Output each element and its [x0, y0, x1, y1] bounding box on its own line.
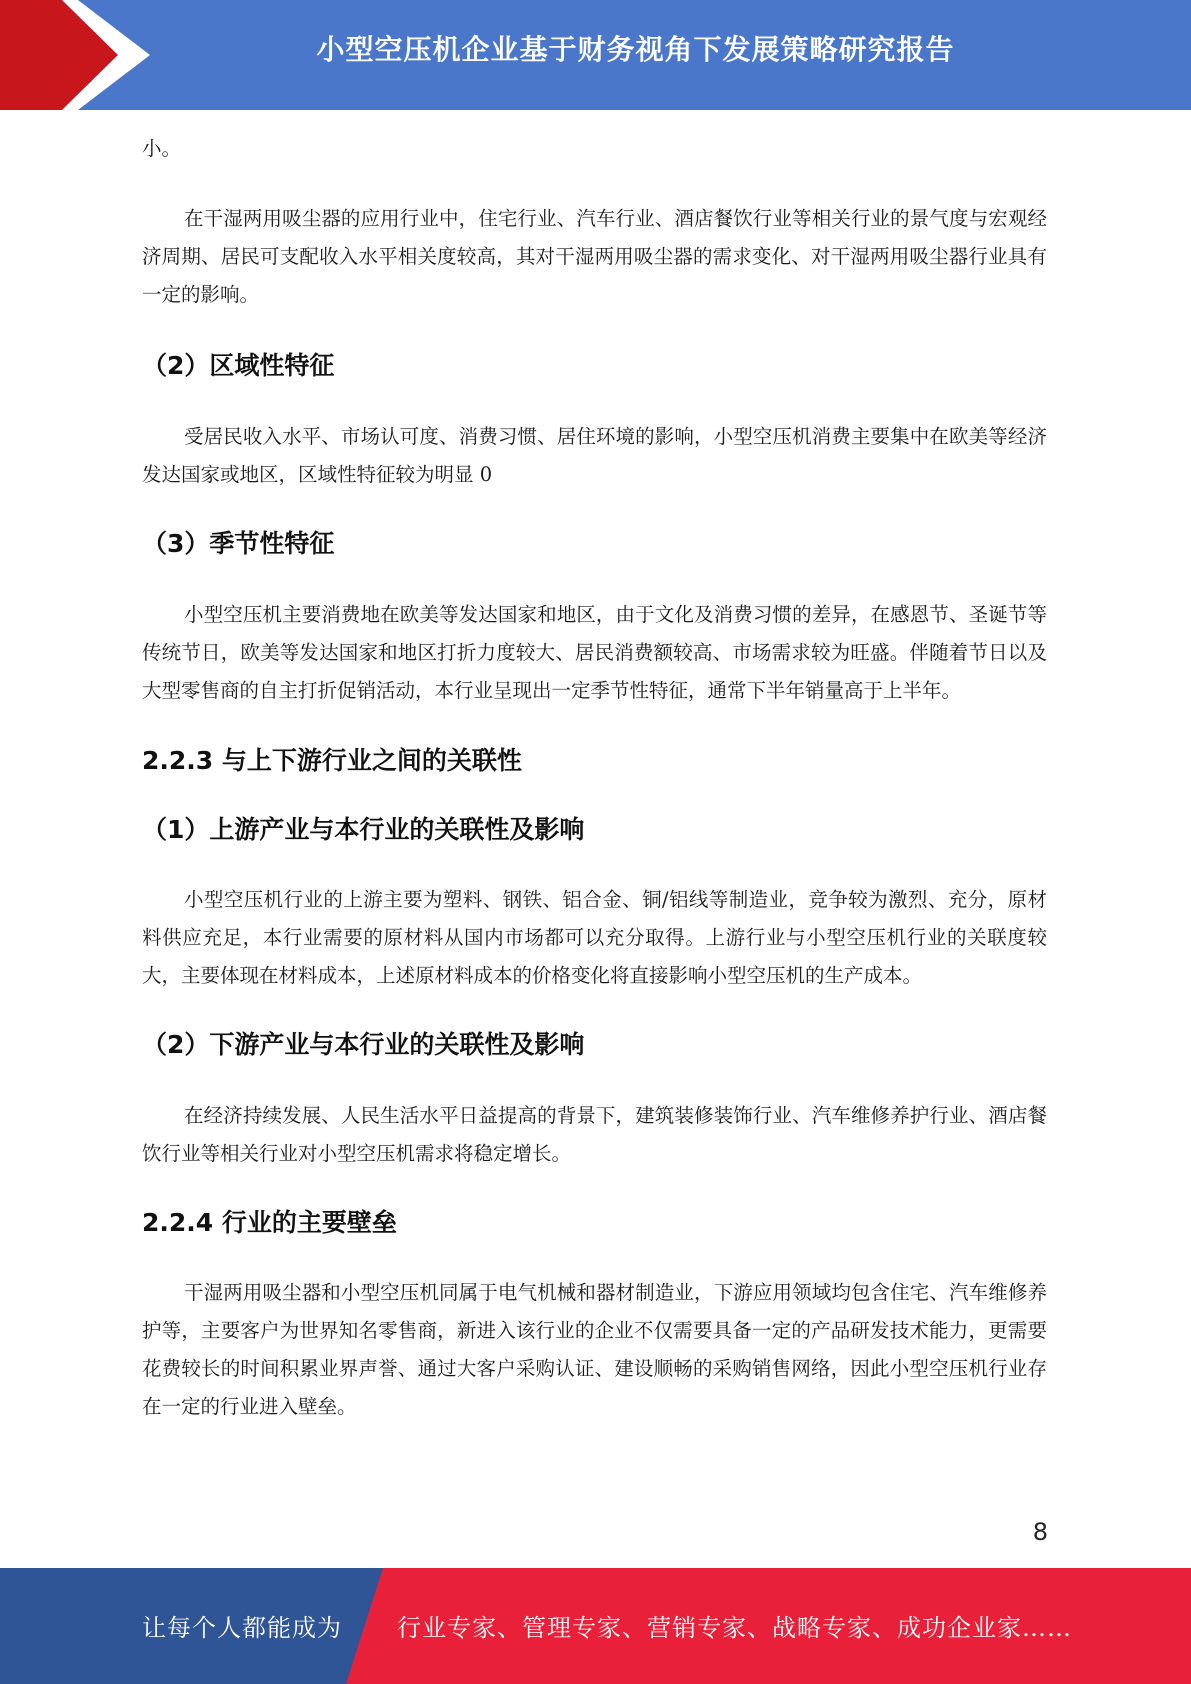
paragraph: 在经济持续发展、人民生活水平日益提高的背景下，建筑装修装饰行业、汽车维修养护行业、酒店餐饮行业等相关行业对小型空压机需求将稳定增长。 [142, 1104, 1047, 1165]
paragraph: 受居民收入水平、市场认可度、消费习惯、居住环境的影响，小型空压机消费主要集中在欧美等经济发达国家或地区，区域性特征较为明显 0 [142, 425, 1047, 486]
paragraph: 在干湿两用吸尘器的应用行业中，住宅行业、汽车行业、酒店餐饮行业等相关行业的景气度与宏观经济周期、居民可支配收入水平相关度较高，其对干湿两用吸尘器的需求变化、对干湿两用吸尘器行业具有一定的影响。 [142, 207, 1047, 306]
section-heading-2-2-3: 2.2.3 与上下游行业之间的关联性 [142, 746, 522, 775]
subheading-upstream: （1）上游产业与本行业的关联性及影响 [142, 815, 585, 844]
paragraph: 小型空压机行业的上游主要为塑料、钢铁、铝合金、铜/铝线等制造业，竞争较为激烈、充分，原材料供应充足，本行业需要的原材料从国内市场都可以充分取得。上游行业与小型空压机行业的关联度较大，主要体现在材料成本，上述原材料成本的价格变化将直接影响小型空压机的生产成本。 [142, 888, 1047, 987]
footer-slogan-right: 行业专家、管理专家、营销专家、战略专家、成功企业家…… [397, 1614, 1072, 1642]
page-footer [0, 1568, 1191, 1684]
document-title: 小型空压机企业基于财务视角下发展策略研究报告 [316, 33, 955, 66]
footer-slogan-left: 让每个人都能成为 [142, 1614, 342, 1642]
page-number: 8 [1032, 1518, 1048, 1546]
subheading-regional: （2）区域性特征 [142, 351, 335, 380]
paragraph: 小。 [142, 137, 182, 160]
page-header [0, 0, 1191, 110]
document-body [142, 130, 1047, 1426]
section-heading-2-2-4: 2.2.4 行业的主要壁垒 [142, 1208, 397, 1237]
subheading-downstream: （2）下游产业与本行业的关联性及影响 [142, 1030, 585, 1059]
subheading-seasonal: （3）季节性特征 [142, 529, 335, 558]
paragraph: 干湿两用吸尘器和小型空压机同属于电气机械和器材制造业，下游应用领域均包含住宅、汽车维修养护等，主要客户为世界知名零售商，新进入该行业的企业不仅需要具备一定的产品研发技术能力，更需要花费较长的时间积累业界声誉、通过大客户采购认证、建设顺畅的采购销售网络，因此小型空压机行业存在一定的行业进入壁垒。 [142, 1281, 1047, 1418]
paragraph: 小型空压机主要消费地在欧美等发达国家和地区，由于文化及消费习惯的差异，在感恩节、圣诞节等传统节日，欧美等发达国家和地区打折力度较大、居民消费额较高、市场需求较为旺盛。伴随着节日以及大型零售商的自主打折促销活动，本行业呈现出一定季节性特征，通常下半年销量高于上半年。 [142, 603, 1047, 702]
